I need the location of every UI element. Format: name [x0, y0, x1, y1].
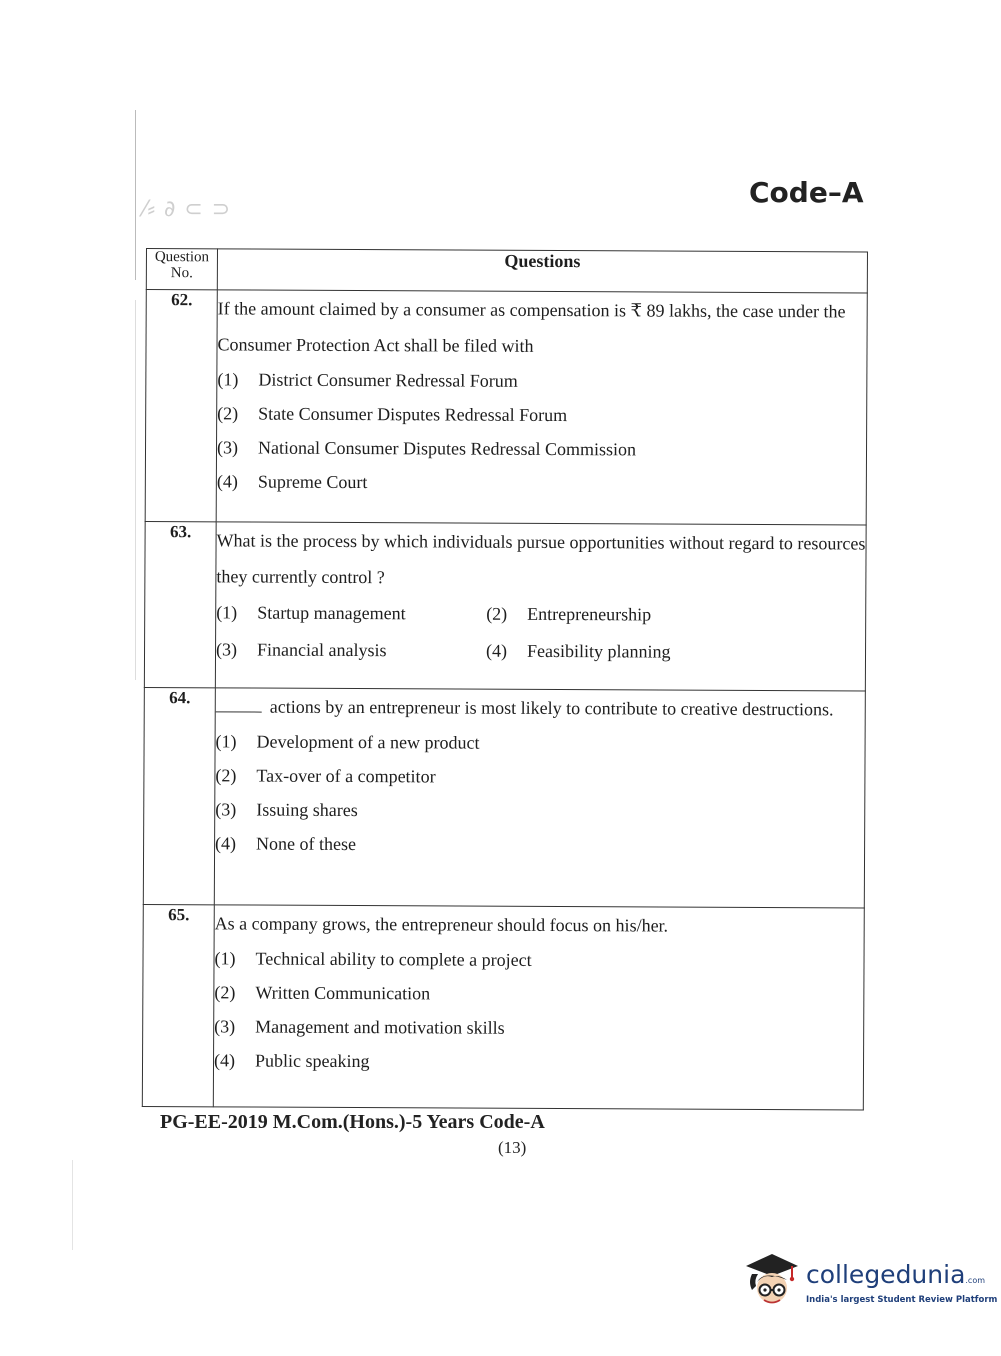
logo-text — [806, 1261, 997, 1305]
brand-tagline: India's largest Student Review Platform — [806, 1294, 998, 1305]
question-row — [143, 687, 865, 908]
question-text: What is the process by which individuals pursue opportunities without regard to resources they currently control ? — [216, 530, 866, 588]
option-text: Issuing shares — [256, 799, 358, 821]
option-number: (4) — [485, 640, 508, 661]
option-number: (2) — [215, 765, 237, 786]
question-body — [214, 688, 865, 908]
option-number: (1) — [217, 369, 239, 390]
option — [217, 464, 866, 501]
option-text: State Consumer Disputes Redressal Forum — [258, 403, 568, 426]
option-number: (1) — [216, 602, 238, 623]
option-number: (3) — [215, 799, 237, 820]
option — [486, 596, 865, 635]
question-row — [142, 904, 864, 1110]
option — [216, 724, 865, 761]
option-text: Financial analysis — [256, 639, 387, 661]
option-number: (1) — [214, 948, 236, 969]
brand-name: collegedunia.com — [806, 1259, 986, 1289]
option — [216, 631, 486, 669]
option-number: (3) — [216, 437, 239, 458]
student-mascot-icon — [742, 1252, 800, 1313]
option — [214, 1043, 863, 1080]
option-number: (3) — [215, 639, 238, 660]
question-body — [215, 522, 866, 691]
option — [215, 792, 864, 829]
fill-in-blank — [216, 711, 262, 712]
option-text: Technical ability to complete a project — [255, 948, 532, 970]
question-text: As a company grows, the entrepreneur should focus on his/her. — [214, 913, 669, 936]
question-text: If the amount claimed by a consumer as compensation is ₹ 89 lakhs, the case under the Consumer Protection Act shall be filed with — [217, 298, 846, 356]
option-text: Management and motivation skills — [255, 1016, 505, 1038]
option-text: Entrepreneurship — [527, 603, 652, 625]
column-header-question-no: Question No. — [146, 249, 217, 290]
brand-suffix: .com — [965, 1275, 986, 1285]
paper-code-header: Code–A — [749, 176, 864, 209]
option-number: (4) — [215, 833, 237, 854]
option-text: Public speaking — [254, 1050, 370, 1072]
option-text: Feasibility planning — [526, 640, 671, 662]
column-header-questions: Questions — [217, 249, 867, 293]
page-number: (13) — [498, 1138, 527, 1157]
option-number: (2) — [214, 982, 236, 1003]
option-text: Startup management — [257, 602, 406, 624]
option — [214, 941, 863, 978]
option-text: Supreme Court — [257, 471, 368, 493]
option-number: (3) — [214, 1016, 236, 1037]
collegedunia-watermark — [742, 1252, 997, 1313]
question-number: 63. — [144, 521, 216, 687]
option-text: Written Communication — [255, 982, 431, 1004]
question-body — [213, 905, 864, 1110]
scan-margin-line — [72, 1160, 73, 1250]
option — [216, 594, 486, 632]
question-body — [216, 290, 867, 525]
question-number: 65. — [142, 904, 214, 1106]
option — [215, 826, 864, 863]
option — [217, 362, 866, 399]
option — [214, 1009, 863, 1046]
option-number: (2) — [486, 603, 508, 624]
option — [486, 633, 865, 672]
question-row — [144, 521, 866, 691]
option-number: (4) — [216, 471, 238, 492]
option-number: (4) — [213, 1050, 236, 1071]
table-header-row — [146, 249, 867, 294]
scan-margin-line — [135, 110, 136, 280]
question-number: 62. — [145, 290, 217, 522]
options-grid — [216, 594, 865, 671]
option-text: None of these — [256, 833, 357, 855]
question-number: 64. — [143, 687, 215, 904]
option-text: Development of a new product — [256, 731, 480, 753]
option — [215, 758, 864, 795]
question-text: actions by an entrepreneur is most likely to contribute to creative destructions. — [269, 696, 834, 720]
questions-table — [142, 248, 868, 1111]
scan-margin-line — [135, 300, 136, 680]
question-text-line — [216, 688, 865, 727]
bleed-through-mark: ⁄⸗ ∂ ⊂ ⊃ — [143, 197, 232, 222]
question-row — [145, 290, 867, 526]
option-number: (1) — [215, 731, 237, 752]
option — [214, 975, 863, 1012]
option-text: Tax-over of a competitor — [256, 765, 436, 787]
option — [217, 396, 866, 433]
option — [217, 430, 866, 467]
exam-code-footer: PG-EE-2019 M.Com.(Hons.)-5 Years Code-A — [160, 1111, 545, 1133]
option-number: (2) — [217, 403, 239, 424]
option-text: National Consumer Disputes Redressal Commission — [257, 437, 637, 460]
option-text: District Consumer Redressal Forum — [258, 369, 518, 391]
